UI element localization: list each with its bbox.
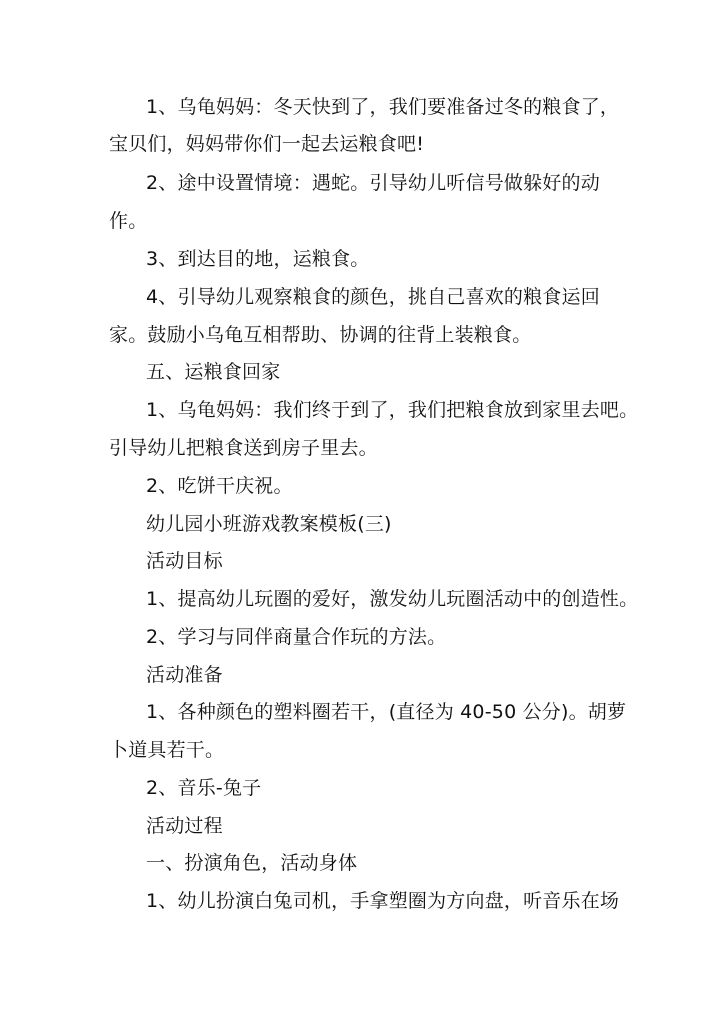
text-line: 2、音乐-兔子 bbox=[146, 777, 262, 799]
text-line: 1、提高幼儿玩圈的爱好，激发幼儿玩圈活动中的创造性。 bbox=[146, 588, 639, 610]
text-line: 2、吃饼干庆祝。 bbox=[146, 475, 293, 497]
text-line: 1、各种颜色的塑料圈若干，(直径为 40-50 公分)。胡萝 bbox=[146, 701, 627, 723]
text-line: 4、引导幼儿观察粮食的颜色，挑自己喜欢的粮食运回 bbox=[146, 286, 600, 308]
text-line: 1、乌龟妈妈：我们终于到了，我们把粮食放到家里去吧。 bbox=[146, 399, 639, 421]
section-heading: 活动过程 bbox=[146, 815, 223, 837]
text-line: 卜道具若干。 bbox=[109, 739, 225, 761]
text-line: 宝贝们，妈妈带你们一起去运粮食吧! bbox=[109, 133, 425, 155]
text-line: 1、幼儿扮演白兔司机，手拿塑圈为方向盘，听音乐在场 bbox=[146, 890, 620, 912]
text-line: 家。鼓励小乌龟互相帮助、协调的往背上装粮食。 bbox=[109, 324, 532, 346]
text-line: 3、到达目的地，运粮食。 bbox=[146, 248, 370, 270]
section-heading: 活动准备 bbox=[146, 664, 223, 686]
text-line: 2、途中设置情境：遇蛇。引导幼儿听信号做躲好的动 bbox=[146, 172, 600, 194]
text-line: 1、乌龟妈妈：冬天快到了，我们要准备过冬的粮食了， bbox=[146, 96, 620, 118]
document-subtitle: 幼儿园小班游戏教案模板(三) bbox=[146, 513, 392, 535]
text-line: 引导幼儿把粮食送到房子里去。 bbox=[109, 437, 378, 459]
section-heading: 五、运粮食回家 bbox=[146, 361, 281, 383]
section-heading: 活动目标 bbox=[146, 550, 223, 572]
section-heading: 一、扮演角色，活动身体 bbox=[146, 852, 358, 874]
text-line: 作。 bbox=[109, 210, 148, 232]
text-line: 2、学习与同伴商量合作玩的方法。 bbox=[146, 626, 447, 648]
